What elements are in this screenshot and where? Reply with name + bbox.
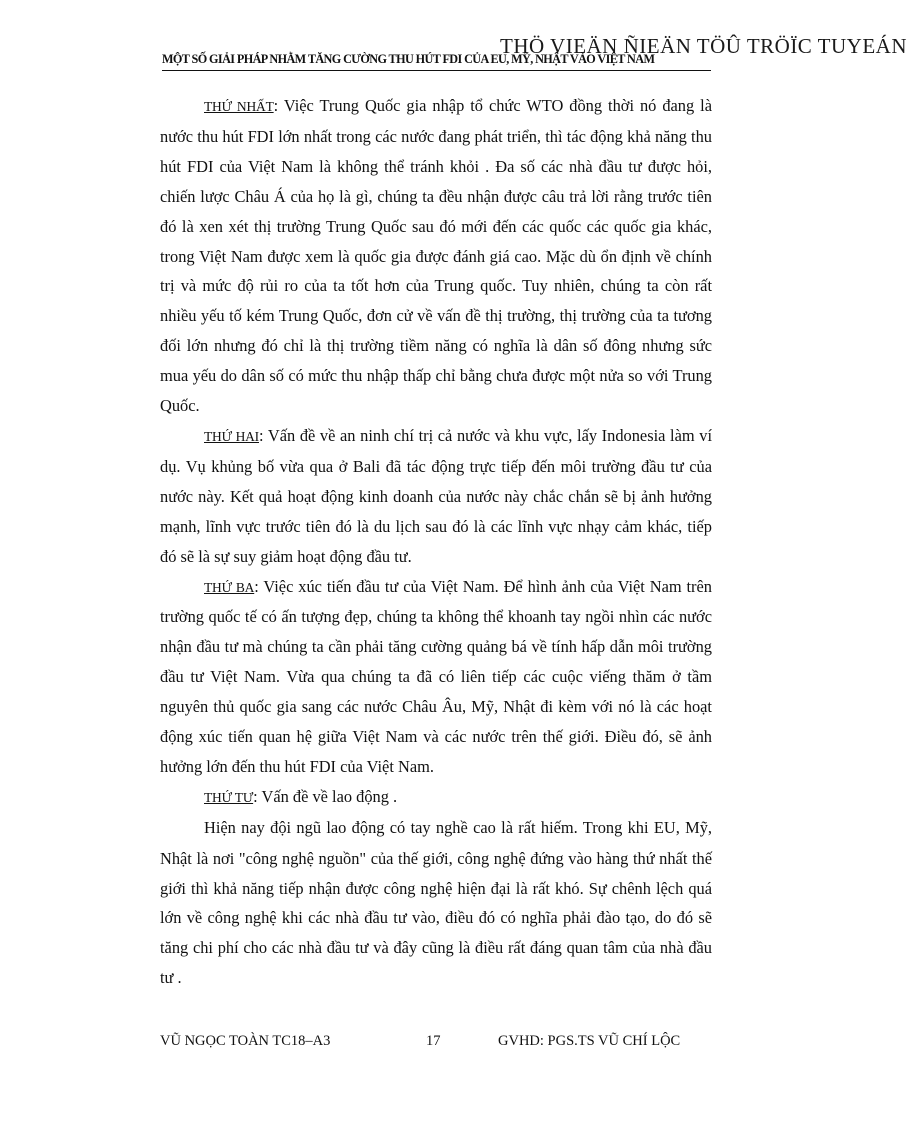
paragraph-thu-tu xyxy=(160,782,712,813)
footer-advisor: GVHD: PGS.TS VŨ CHÍ LỘC xyxy=(498,1033,681,1049)
section-label: THỨ TƯ xyxy=(204,789,254,805)
section-label: THỨ BA xyxy=(204,579,255,595)
document-body xyxy=(160,91,712,993)
paragraph-thu-ba xyxy=(160,572,712,782)
paragraph-text: : Vấn đề về lao động . xyxy=(253,786,398,806)
paragraph-text: : Vấn đề về an ninh chí trị cả nước và khu vực, lấy Indonesia làm ví dụ. Vụ khủng bố vừa qua ở Bali đã tác động trực tiếp đến môi trường đầu tư của nước này. Kết quả hoạt động kinh doanh của nước này chắc chắn sẽ bị ảnh hưởng mạnh, lĩnh vực trước tiên đó là du lịch sau đó là các lĩnh vực nhạy cảm khác, tiếp đó sẽ là sự suy giảm hoạt động đầu tư. xyxy=(160,425,712,566)
paragraph-lao-dong xyxy=(160,813,712,993)
header-divider xyxy=(162,70,711,71)
section-label: THỨ HAI xyxy=(204,428,259,444)
watermark-text: THÖ VIEÄN ÑIEÄN TÖÛ TRÖÏC TUYEÁN xyxy=(500,34,907,58)
footer-author: VŨ NGỌC TOÀN TC18–A3 xyxy=(160,1033,331,1049)
paragraph-thu-nhat xyxy=(160,91,712,421)
paragraph-text: : Việc xúc tiến đầu tư của Việt Nam. Để hình ảnh của Việt Nam trên trường quốc tế có ấn tượng đẹp, chúng ta không thể khoanh tay ngồi nhìn các nước nhận đầu tư mà chúng ta cần phải tăng cường quảng bá về tính hấp dẫn môi trường đầu tư Việt Nam. Vừa qua chúng ta đã có liên tiếp các cuộc viếng thăm ở tầm nguyên thủ quốc gia sang các nước Châu Âu, Mỹ, Nhật đi kèm với nó là các hoạt động xúc tiến quan hệ giữa Việt Nam và các nước trên thế giới. Điều đó, sẽ ảnh hưởng lớn đến thu hút FDI của Việt Nam. xyxy=(160,576,712,776)
paragraph-text: : Việc Trung Quốc gia nhập tổ chức WTO đồng thời nó đang là nước thu hút FDI lớn nhất trong các nước đang phát triển, thì tác động khả năng thu hút FDI của Việt Nam là không thể tránh khỏi . Đa số các nhà đầu tư được hỏi, chiến lược Châu Á của họ là gì, chúng ta đều nhận được câu trả lời rằng trước tiên đó là xen xét thị trường Trung Quốc sau đó mới đến các quốc các quốc gia khác, trong Việt Nam được xem là quốc gia được đánh giá cao. Mặc dù ổn định về chính trị và mức độ rủi ro của ta tốt hơn của Trung quốc. Tuy nhiên, chúng ta còn rất nhiều yếu tố kém Trung Quốc, đơn cử về vấn đề thị trường, thị trường của ta tương đối lớn nhưng đó chỉ là thị trường tiềm năng có nghĩa là dân số đông nhưng sức mua yếu do dân số có mức thu nhập thấp chỉ bằng chưa được một nửa so với Trung Quốc. xyxy=(160,96,712,416)
page-header-title: MỘT SỐ GIẢI PHÁP NHẰM TĂNG CƯỜNG THU HÚT FDI CỦA EU, MỸ, NHẬT VÀO VIỆT NAM xyxy=(162,52,655,66)
paragraph-thu-hai xyxy=(160,421,712,572)
paragraph-text: Hiện nay đội ngũ lao động có tay nghề cao là rất hiếm. Trong khi EU, Mỹ, Nhật là nơi "công nghệ nguồn" của thế giới, công nghệ đứng vào hàng thứ nhất thế giới thì khả năng tiếp nhận được công nghệ hiện đại là rất khó. Sự chênh lệch quá lớn về công nghệ khi các nhà đầu tư vào, điều đó có nghĩa phải đào tạo, do đó sẽ tăng chi phí cho các nhà đầu tư và đây cũng là điều rất đáng quan tâm của nhà đầu tư . xyxy=(160,817,712,988)
section-label: THỨ NHẤT xyxy=(204,99,274,114)
page-number: 17 xyxy=(426,1033,441,1049)
